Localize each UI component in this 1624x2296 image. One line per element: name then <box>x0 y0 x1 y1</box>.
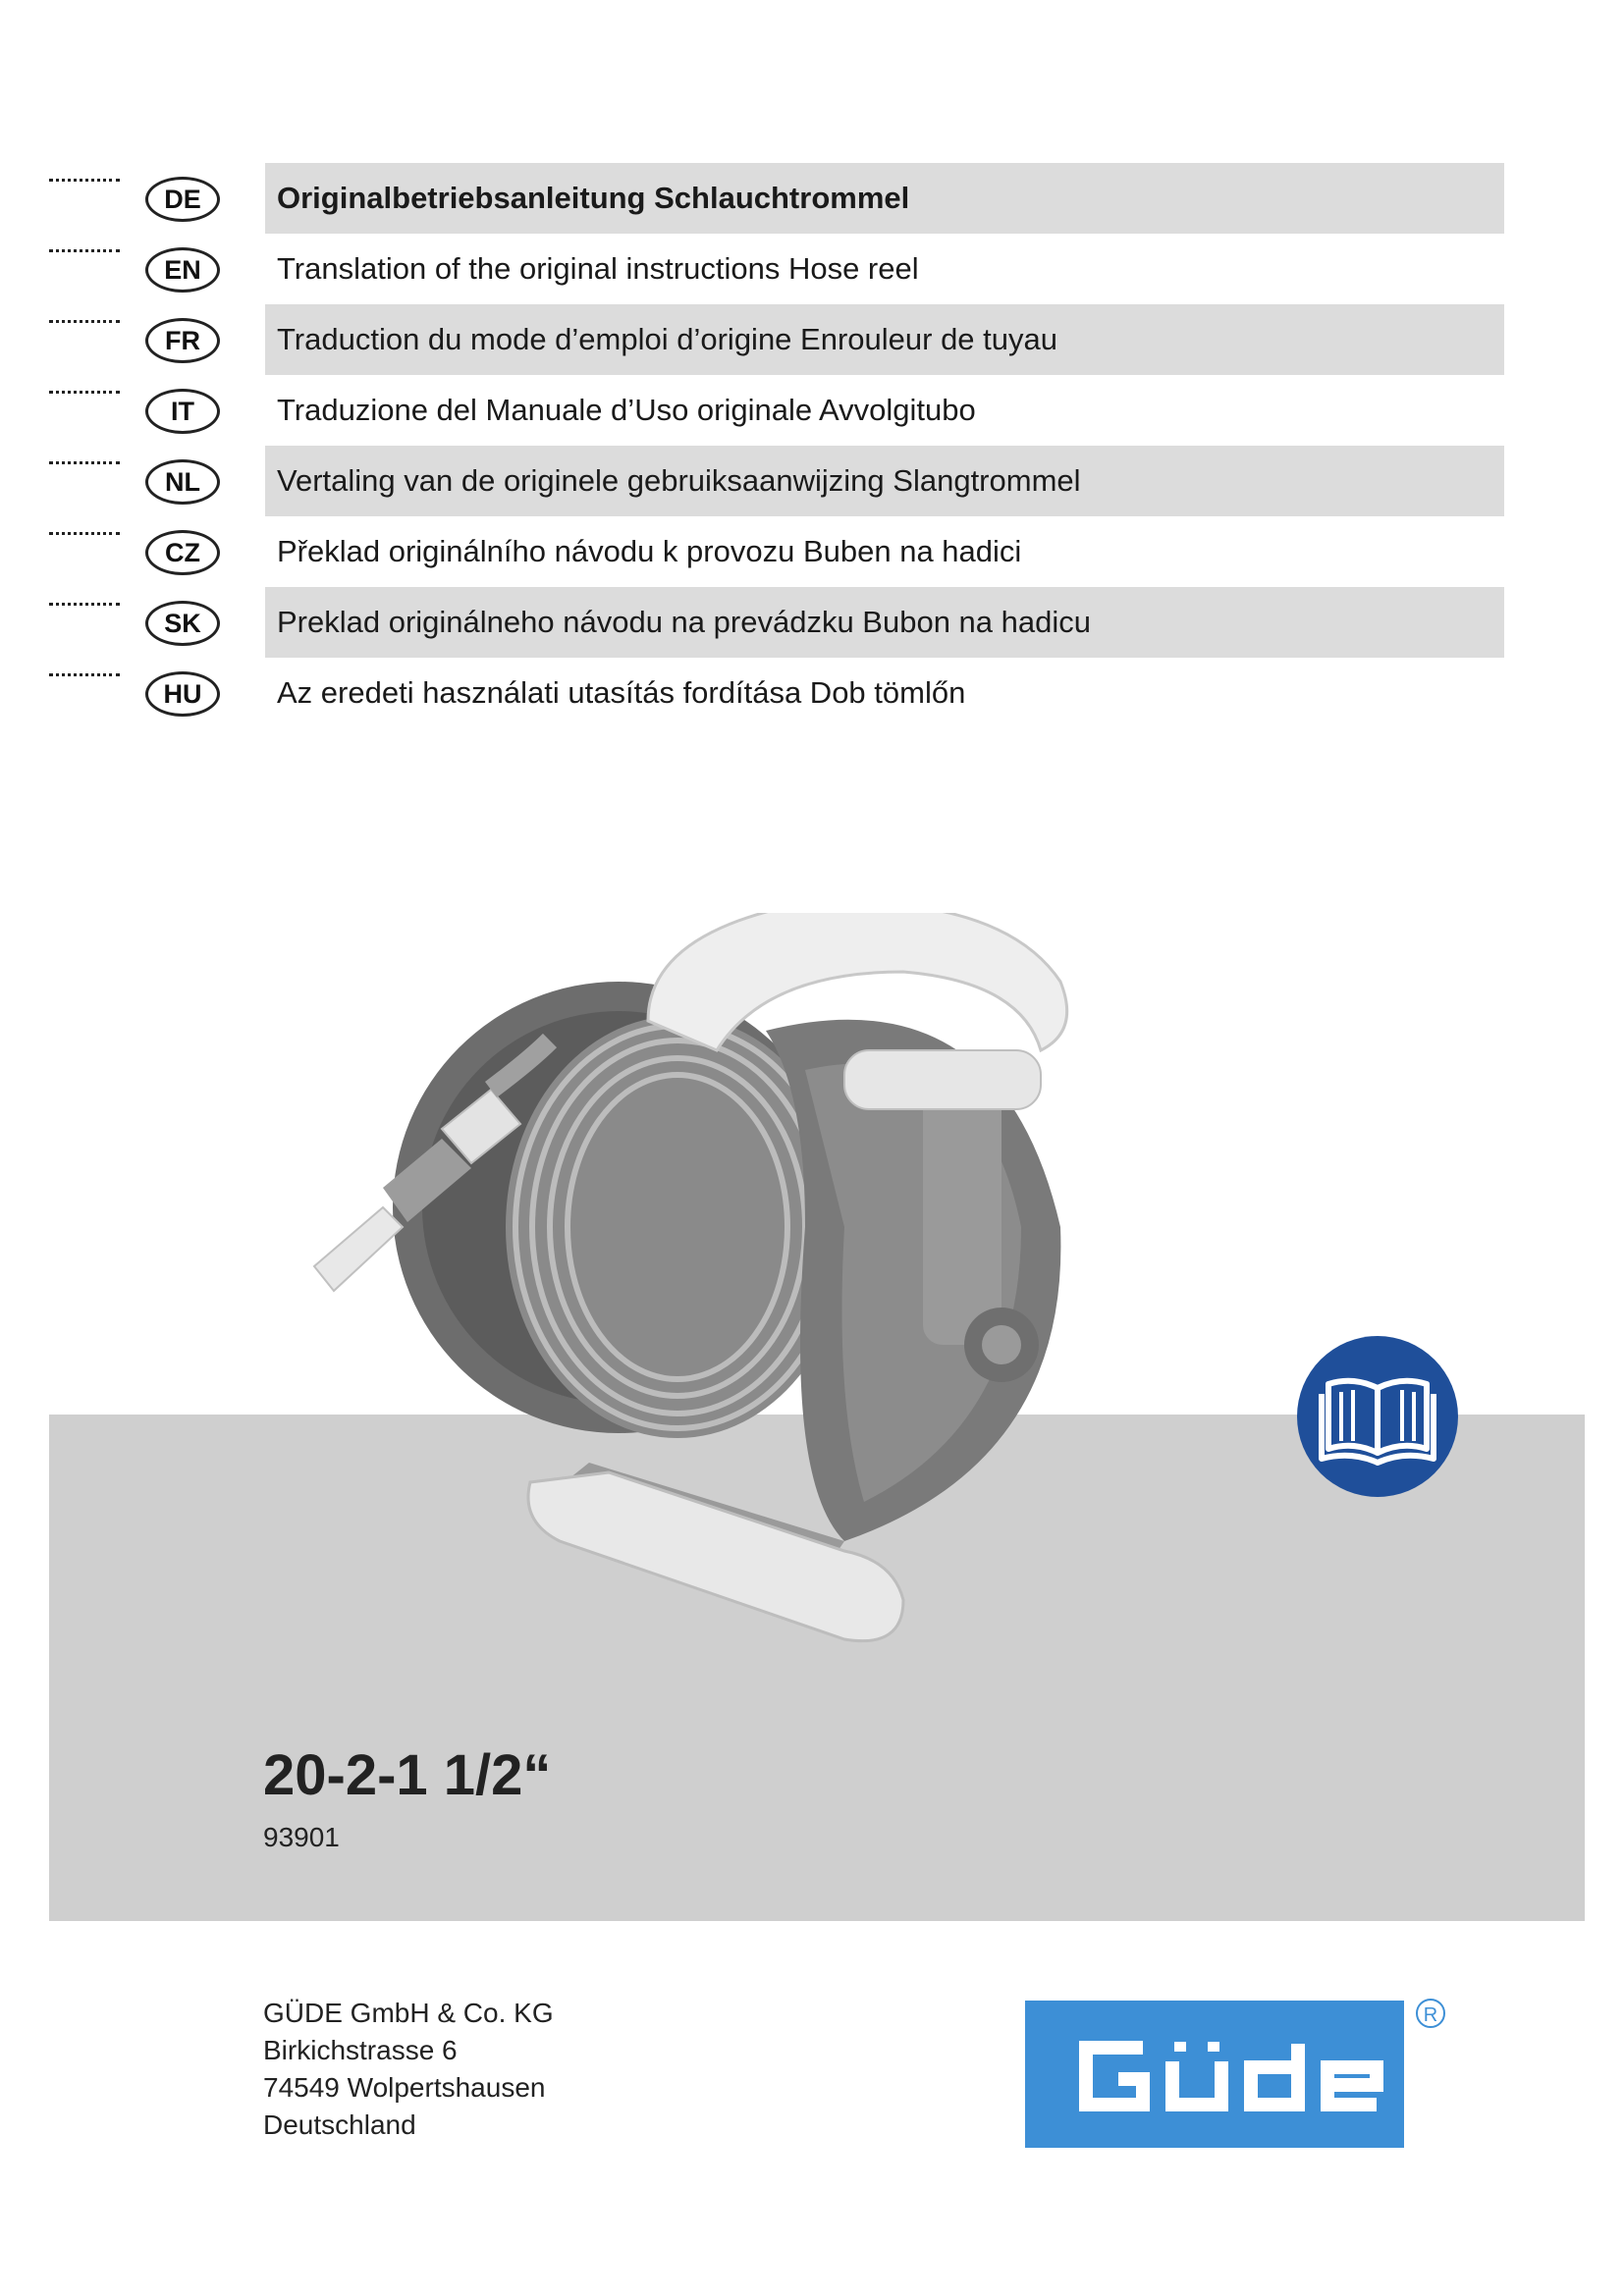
language-badge-it: IT <box>145 389 220 434</box>
language-title-cz: Překlad originálního návodu k provozu Buben na hadici <box>277 534 1022 568</box>
language-row-de <box>0 163 1624 234</box>
language-row-hu <box>0 658 1624 728</box>
language-row-nl <box>0 446 1624 516</box>
company-address <box>263 1995 554 2144</box>
dashed-marker <box>49 179 120 182</box>
gude-logo <box>1025 2001 1404 2148</box>
language-title-de: Originalbetriebsanleitung Schlauchtrommel <box>265 163 1504 234</box>
gude-logo-lettering <box>1025 2001 1404 2148</box>
language-title-nl: Vertaling van de originele gebruiksaanwijzing Slangtrommel <box>265 446 1504 516</box>
dashed-marker <box>49 461 120 464</box>
language-row-it <box>0 375 1624 446</box>
company-city: 74549 Wolpertshausen <box>263 2072 546 2103</box>
language-badge-de: DE <box>145 177 220 222</box>
language-row-sk <box>0 587 1624 658</box>
language-badge-hu: HU <box>145 671 220 717</box>
dashed-marker <box>49 532 120 535</box>
dashed-marker <box>49 249 120 252</box>
dashed-marker <box>49 320 120 323</box>
dashed-marker <box>49 603 120 606</box>
language-title-sk: Preklad originálneho návodu na prevádzku Bubon na hadicu <box>265 587 1504 658</box>
dashed-marker <box>49 391 120 394</box>
read-manual-icon <box>1294 1333 1461 1500</box>
hose-reel-image <box>295 913 1218 1728</box>
company-country: Deutschland <box>263 2109 416 2140</box>
language-badge-en: EN <box>145 247 220 293</box>
product-model: 20-2-1 1/2“ <box>263 1743 552 1807</box>
language-badge-nl: NL <box>145 459 220 505</box>
article-number: 93901 <box>263 1822 340 1852</box>
language-title-fr: Traduction du mode d’emploi d’origine Enrouleur de tuyau <box>265 304 1504 375</box>
language-row-en <box>0 234 1624 304</box>
language-title-hu: Az eredeti használati utasítás fordítása Dob tömlőn <box>277 675 966 710</box>
registered-mark-icon: R <box>1416 1999 1445 2028</box>
language-title-en: Translation of the original instructions Hose reel <box>277 251 919 286</box>
language-badge-sk: SK <box>145 601 220 646</box>
language-badge-fr: FR <box>145 318 220 363</box>
company-name: GÜDE GmbH & Co. KG <box>263 1998 554 2028</box>
language-badge-cz: CZ <box>145 530 220 575</box>
language-row-cz <box>0 516 1624 587</box>
dashed-marker <box>49 673 120 676</box>
language-row-fr <box>0 304 1624 375</box>
language-title-it: Traduzione del Manuale d’Uso originale Avvolgitubo <box>277 393 976 427</box>
company-street: Birkichstrasse 6 <box>263 2035 458 2065</box>
